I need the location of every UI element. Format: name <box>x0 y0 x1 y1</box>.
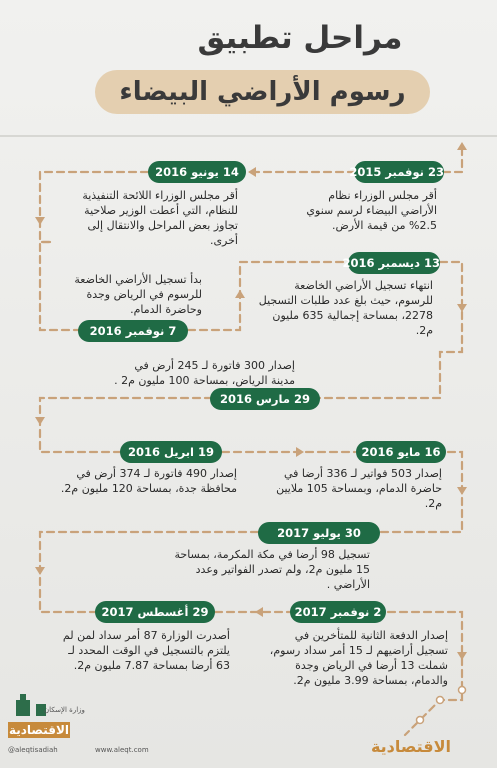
milestone-text: أقر مجلس الوزراء نظام الأراضي البيضاء لرسم سنوي 2.5% من قيمة الأرض. <box>306 189 437 232</box>
arrow-icon <box>296 447 304 457</box>
milestone-text: إصدار 503 فواتير لـ 336 أرضا في حاضرة الدمام، وبمساحة 105 ملايين م2. <box>276 467 442 510</box>
path-dots <box>417 687 466 724</box>
path-dot <box>459 687 466 694</box>
milestone-date: 16 مايو 2016 <box>356 441 446 463</box>
milestone-date: 30 يوليو 2017 <box>258 522 380 544</box>
building-icon <box>16 694 46 716</box>
milestone-text: إصدار 300 فاتورة لـ 245 أرض في مدينة الرياض، بمساحة 100 مليون م2 . <box>114 359 295 387</box>
brand-logo: الاقتصادية <box>370 737 452 756</box>
milestone-date: 13 ديسمبر 2016 <box>348 252 440 274</box>
milestone-text: بدأ تسجيل الأراضي الخاضعة للرسوم في الرياض وجدة وحاضرة الدمام. <box>74 273 202 316</box>
brand-logo: الاقتصادية <box>8 723 70 737</box>
milestone-text: تسجيل 98 أرضا في مكة المكرمة، بمساحة 15 مليون م2، ولم تصدر الفواتير وعدد الأراضي . <box>174 548 370 591</box>
milestone-date: 29 أغسطس 2017 <box>95 601 215 623</box>
milestone-date: 29 مارس 2016 <box>210 388 320 410</box>
arrow-icon <box>255 607 263 617</box>
arrow-icon <box>235 290 245 298</box>
milestone-date: 23 نوفمبر 2015 <box>354 161 444 183</box>
milestone-date: 14 يونيو 2016 <box>148 161 246 183</box>
path-dot <box>437 697 444 704</box>
milestone-text: انتهاء تسجيل الأراضي الخاضعة للرسوم، حيث بلغ عدد طلبات التسجيل 2278، بمساحة إجمالية 635 مليون م2. <box>258 279 433 337</box>
arrow-icon <box>457 142 467 150</box>
twitter-handle: @aleqtisadiah <box>8 746 58 754</box>
ministry-name: وزارة الإسكان <box>44 706 85 714</box>
arrow-icon <box>457 652 467 660</box>
arrow-icon <box>457 304 467 312</box>
milestone-text: إصدار الدفعة الثانية للمتأخرين في تسجيل أراضيهم لـ 15 أمر سداد رسوم، شملت 13 أرضا في الرياض وجدة والدمام، بمساحة 3.99 مليون م2. <box>269 629 448 687</box>
title-line-2: رسوم الأراضي البيضاء <box>95 70 430 114</box>
milestone-date: 19 ابريل 2016 <box>120 441 222 463</box>
milestone-text: أقر مجلس الوزراء اللائحة التنفيذية للنظام، التي أعطت الوزير صلاحية تجاوز بعض المراحل والانتقال إلى أخرى. <box>82 189 238 247</box>
path-dot <box>417 717 424 724</box>
arrow-icon <box>35 217 45 225</box>
milestone-date: 7 نوفمبر 2016 <box>78 320 188 342</box>
arrow-icon <box>457 487 467 495</box>
title-line-1: مراحل تطبيق <box>197 20 403 56</box>
milestone-text: إصدار 490 فاتورة لـ 374 أرض في محافظة جدة، بمساحة 120 مليون م2. <box>60 467 237 495</box>
milestone-text: أصدرت الوزارة 87 أمر سداد لمن لم يلتزم بالتسجيل في الوقت المحدد لـ 63 أرضا بمساحة 7.87 مليون م2. <box>62 629 230 672</box>
milestone-date: 2 نوفمبر 2017 <box>290 601 386 623</box>
arrow-icon <box>35 567 45 575</box>
path-segment <box>442 148 462 172</box>
arrow-icon <box>248 167 256 177</box>
arrow-icon <box>35 417 45 425</box>
website: www.aleqt.com <box>95 746 149 754</box>
